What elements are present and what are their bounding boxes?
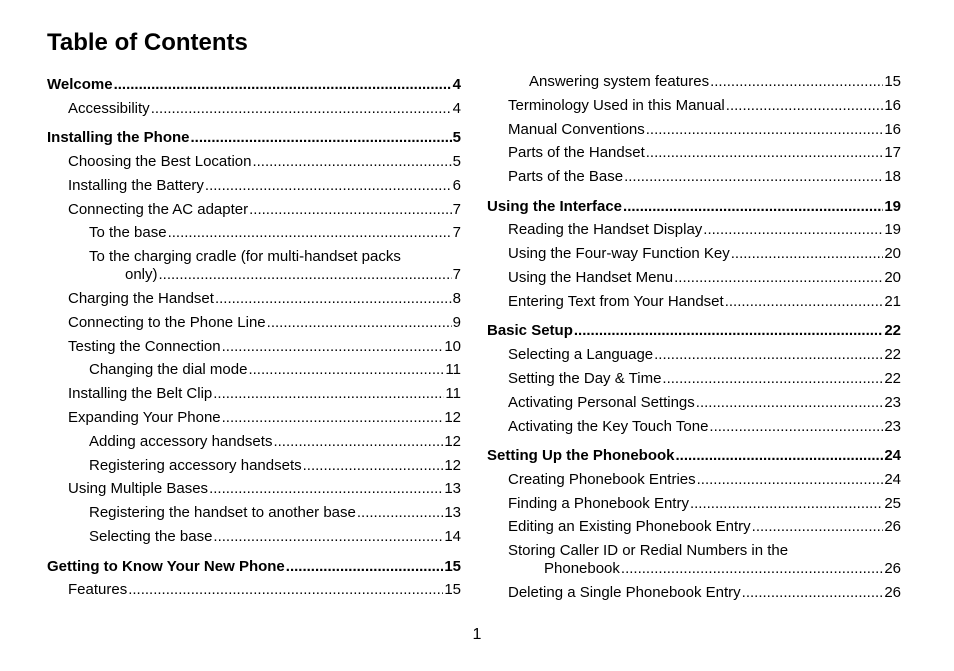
toc-entry[interactable] bbox=[487, 168, 901, 185]
toc-entry[interactable] bbox=[47, 224, 461, 241]
toc-entry-title: Selecting a Language bbox=[508, 346, 654, 364]
toc-entry[interactable] bbox=[47, 338, 461, 355]
toc-column-right bbox=[487, 73, 901, 601]
toc-entry-page: 23 bbox=[884, 417, 901, 435]
toc-entry[interactable] bbox=[47, 290, 461, 307]
dot-leader bbox=[213, 385, 444, 402]
toc-entry[interactable] bbox=[47, 177, 461, 194]
dot-leader bbox=[574, 322, 883, 339]
toc-section[interactable] bbox=[47, 76, 461, 93]
toc-entry-title: Expanding Your Phone bbox=[68, 409, 221, 427]
dot-leader bbox=[357, 504, 443, 521]
toc-entry-title-continued: Phonebook bbox=[544, 560, 620, 578]
toc-entry-title: Accessibility bbox=[68, 99, 150, 117]
toc-entry[interactable] bbox=[487, 346, 901, 363]
toc-entry-page: 9 bbox=[452, 313, 461, 331]
dot-leader bbox=[252, 153, 451, 170]
dot-leader bbox=[213, 528, 443, 545]
dot-leader bbox=[752, 518, 884, 535]
toc-entry-page: 24 bbox=[884, 470, 901, 488]
toc-section[interactable] bbox=[487, 322, 901, 339]
toc-entry-title: Features bbox=[68, 581, 128, 599]
toc-entry[interactable] bbox=[487, 293, 901, 310]
dot-leader bbox=[128, 581, 443, 598]
toc-entry-page: 20 bbox=[884, 269, 901, 287]
toc-entry-title: Using the Handset Menu bbox=[508, 269, 674, 287]
dot-leader bbox=[249, 201, 452, 218]
toc-entry[interactable] bbox=[47, 409, 461, 426]
toc-entry[interactable] bbox=[487, 584, 901, 601]
dot-leader bbox=[703, 221, 883, 238]
toc-entry[interactable] bbox=[47, 153, 461, 170]
dot-leader bbox=[726, 97, 884, 114]
toc-entry-page: 14 bbox=[444, 528, 461, 546]
toc-entry[interactable] bbox=[47, 581, 461, 598]
toc-entry-title: Adding accessory handsets bbox=[89, 432, 273, 450]
toc-section-page: 4 bbox=[452, 76, 461, 93]
dot-leader bbox=[159, 266, 452, 283]
toc-entry-title: Manual Conventions bbox=[508, 120, 645, 138]
toc-entry[interactable] bbox=[487, 394, 901, 411]
toc-entry-title: Activating Personal Settings bbox=[508, 393, 695, 411]
toc-entry-page: 17 bbox=[884, 144, 901, 162]
toc-entry-page: 6 bbox=[452, 176, 461, 194]
toc-entry-title: Terminology Used in this Manual bbox=[508, 96, 725, 114]
dot-leader bbox=[623, 198, 883, 215]
toc-entry-title: Storing Caller ID or Redial Numbers in the bbox=[508, 542, 789, 560]
toc-entry-page: 12 bbox=[444, 409, 461, 427]
toc-entry-title: Connecting to the Phone Line bbox=[68, 313, 266, 331]
toc-entry-page: 10 bbox=[444, 337, 461, 355]
dot-leader bbox=[222, 409, 444, 426]
toc-entry-page: 12 bbox=[444, 456, 461, 474]
toc-entry-page: 4 bbox=[452, 99, 461, 117]
dot-leader bbox=[209, 480, 443, 497]
toc-entry-page: 25 bbox=[884, 494, 901, 512]
toc-entry-page: 22 bbox=[884, 369, 901, 387]
toc-section-title: Setting Up the Phonebook bbox=[487, 447, 675, 465]
toc-entry-page: 21 bbox=[884, 292, 901, 310]
toc-entry-page: 11 bbox=[445, 361, 461, 379]
dot-leader bbox=[248, 361, 444, 378]
toc-entry-title: Selecting the base bbox=[89, 528, 213, 546]
toc-entry-page: 16 bbox=[884, 120, 901, 138]
toc-entry-page: 23 bbox=[884, 393, 901, 411]
dot-leader bbox=[222, 338, 444, 355]
toc-entry-page: 13 bbox=[444, 480, 461, 498]
toc-entry[interactable] bbox=[487, 418, 901, 435]
toc-entry[interactable] bbox=[47, 361, 461, 378]
page-title: Table of Contents bbox=[47, 29, 248, 56]
dot-leader bbox=[114, 76, 452, 93]
toc-section-title: Installing the Phone bbox=[47, 129, 190, 147]
toc-entry[interactable] bbox=[487, 144, 901, 161]
toc-entry-page: 11 bbox=[445, 385, 461, 403]
dot-leader bbox=[286, 558, 444, 575]
toc-section-title: Using the Interface bbox=[487, 197, 623, 215]
dot-leader bbox=[215, 290, 452, 307]
toc-section-page: 22 bbox=[884, 322, 901, 340]
toc-entry-title: Finding a Phonebook Entry bbox=[508, 494, 689, 512]
dot-leader bbox=[674, 269, 883, 286]
toc-entry-title: Using the Four-way Function Key bbox=[508, 245, 730, 263]
toc-entry[interactable] bbox=[47, 385, 461, 402]
toc-section-title: Welcome bbox=[47, 76, 113, 93]
dot-leader bbox=[690, 495, 883, 512]
toc-entry[interactable] bbox=[487, 73, 901, 90]
toc-entry[interactable] bbox=[47, 248, 461, 283]
toc-section-title: Getting to Know Your New Phone bbox=[47, 557, 285, 575]
toc-section-page: 5 bbox=[452, 129, 461, 147]
toc-entry[interactable] bbox=[47, 480, 461, 497]
dot-leader bbox=[151, 100, 452, 117]
toc-entry-page: 26 bbox=[884, 518, 901, 536]
toc-entry-title: Installing the Belt Clip bbox=[68, 385, 213, 403]
dot-leader bbox=[621, 560, 883, 577]
dot-leader bbox=[646, 121, 884, 138]
toc-entry-page: 13 bbox=[444, 504, 461, 522]
dot-leader bbox=[267, 314, 452, 331]
toc-entry-title: Connecting the AC adapter bbox=[68, 200, 249, 218]
toc-entry-page: 15 bbox=[444, 581, 461, 599]
dot-leader bbox=[696, 394, 884, 411]
toc-entry[interactable] bbox=[487, 542, 901, 577]
toc-entry-title: To the charging cradle (for multi-handset packs bbox=[89, 248, 401, 266]
toc-entry-title: Choosing the Best Location bbox=[68, 153, 252, 171]
toc-entry-title: Parts of the Base bbox=[508, 168, 624, 186]
toc-entry[interactable] bbox=[487, 518, 901, 535]
toc-entry[interactable] bbox=[487, 245, 901, 262]
toc-entry[interactable] bbox=[487, 370, 901, 387]
toc-entry-page: 8 bbox=[452, 290, 461, 308]
toc-entry-title: Installing the Battery bbox=[68, 176, 204, 194]
toc-entry-title: Registering the handset to another base bbox=[89, 504, 356, 522]
toc-entry-title: Setting the Day & Time bbox=[508, 369, 662, 387]
toc-entry[interactable] bbox=[47, 100, 461, 117]
dot-leader bbox=[646, 144, 884, 161]
toc-entry[interactable] bbox=[487, 495, 901, 512]
dot-leader bbox=[709, 418, 883, 435]
dot-leader bbox=[654, 346, 883, 363]
toc-entry-page: 26 bbox=[884, 560, 901, 578]
toc-entry[interactable] bbox=[47, 433, 461, 450]
toc-entry-title: Changing the dial mode bbox=[89, 361, 248, 379]
toc-entry-title: Registering accessory handsets bbox=[89, 456, 302, 474]
toc-entry[interactable] bbox=[487, 97, 901, 114]
toc-entry[interactable] bbox=[47, 457, 461, 474]
toc-section-page: 15 bbox=[444, 557, 461, 575]
page-number: 1 bbox=[472, 626, 482, 643]
dot-leader bbox=[697, 471, 884, 488]
toc-section-page: 19 bbox=[884, 197, 901, 215]
toc-section-page: 24 bbox=[884, 447, 901, 465]
toc-entry-title: Creating Phonebook Entries bbox=[508, 470, 696, 488]
toc-entry-title: Answering system features bbox=[529, 73, 710, 90]
toc-entry-title: Testing the Connection bbox=[68, 337, 221, 355]
toc-entry-page: 15 bbox=[884, 73, 901, 90]
dot-leader bbox=[725, 293, 884, 310]
dot-leader bbox=[710, 73, 883, 90]
dot-leader bbox=[303, 457, 444, 474]
toc-entry-page: 16 bbox=[884, 96, 901, 114]
toc-entry-page: 12 bbox=[444, 432, 461, 450]
toc-entry[interactable] bbox=[487, 121, 901, 138]
toc-entry[interactable] bbox=[47, 504, 461, 521]
toc-entry-title: Entering Text from Your Handset bbox=[508, 292, 724, 310]
toc-entry[interactable] bbox=[47, 528, 461, 545]
toc-entry-page: 22 bbox=[884, 346, 901, 364]
toc-entry[interactable] bbox=[487, 221, 901, 238]
toc-section-title: Basic Setup bbox=[487, 322, 573, 340]
dot-leader bbox=[742, 584, 884, 601]
dot-leader bbox=[273, 433, 443, 450]
toc-entry-title: Parts of the Handset bbox=[508, 144, 645, 162]
toc-entry[interactable] bbox=[487, 471, 901, 488]
toc-entry-title: Deleting a Single Phonebook Entry bbox=[508, 584, 741, 602]
dot-leader bbox=[676, 447, 884, 464]
toc-section[interactable] bbox=[47, 129, 461, 146]
toc-entry-title: Reading the Handset Display bbox=[508, 221, 703, 239]
dot-leader bbox=[624, 168, 883, 185]
dot-leader bbox=[731, 245, 884, 262]
dot-leader bbox=[191, 129, 452, 146]
toc-entry-page: 5 bbox=[452, 153, 461, 171]
toc-section[interactable] bbox=[47, 558, 461, 575]
toc-section[interactable] bbox=[487, 447, 901, 464]
toc-entry-page: 7 bbox=[452, 200, 461, 218]
toc-entry-page: 18 bbox=[884, 168, 901, 186]
toc-entry[interactable] bbox=[47, 201, 461, 218]
toc-column-left bbox=[47, 74, 461, 598]
toc-entry-page: 20 bbox=[884, 245, 901, 263]
toc-entry-title: Charging the Handset bbox=[68, 290, 214, 308]
dot-leader bbox=[662, 370, 883, 387]
toc-entry-page: 19 bbox=[884, 221, 901, 239]
toc-entry-page: 7 bbox=[452, 266, 461, 284]
toc-entry[interactable] bbox=[47, 314, 461, 331]
toc-entry-page: 7 bbox=[452, 224, 461, 242]
toc-section[interactable] bbox=[487, 198, 901, 215]
toc-entry-title: To the base bbox=[89, 224, 167, 242]
toc-entry-title: Activating the Key Touch Tone bbox=[508, 417, 709, 435]
toc-entry-title: Using Multiple Bases bbox=[68, 480, 209, 498]
dot-leader bbox=[168, 224, 452, 241]
toc-entry[interactable] bbox=[487, 269, 901, 286]
toc-entry-title: Editing an Existing Phonebook Entry bbox=[508, 518, 751, 536]
dot-leader bbox=[205, 177, 452, 194]
toc-entry-title-continued: only) bbox=[125, 266, 158, 284]
toc-entry-page: 26 bbox=[884, 584, 901, 602]
